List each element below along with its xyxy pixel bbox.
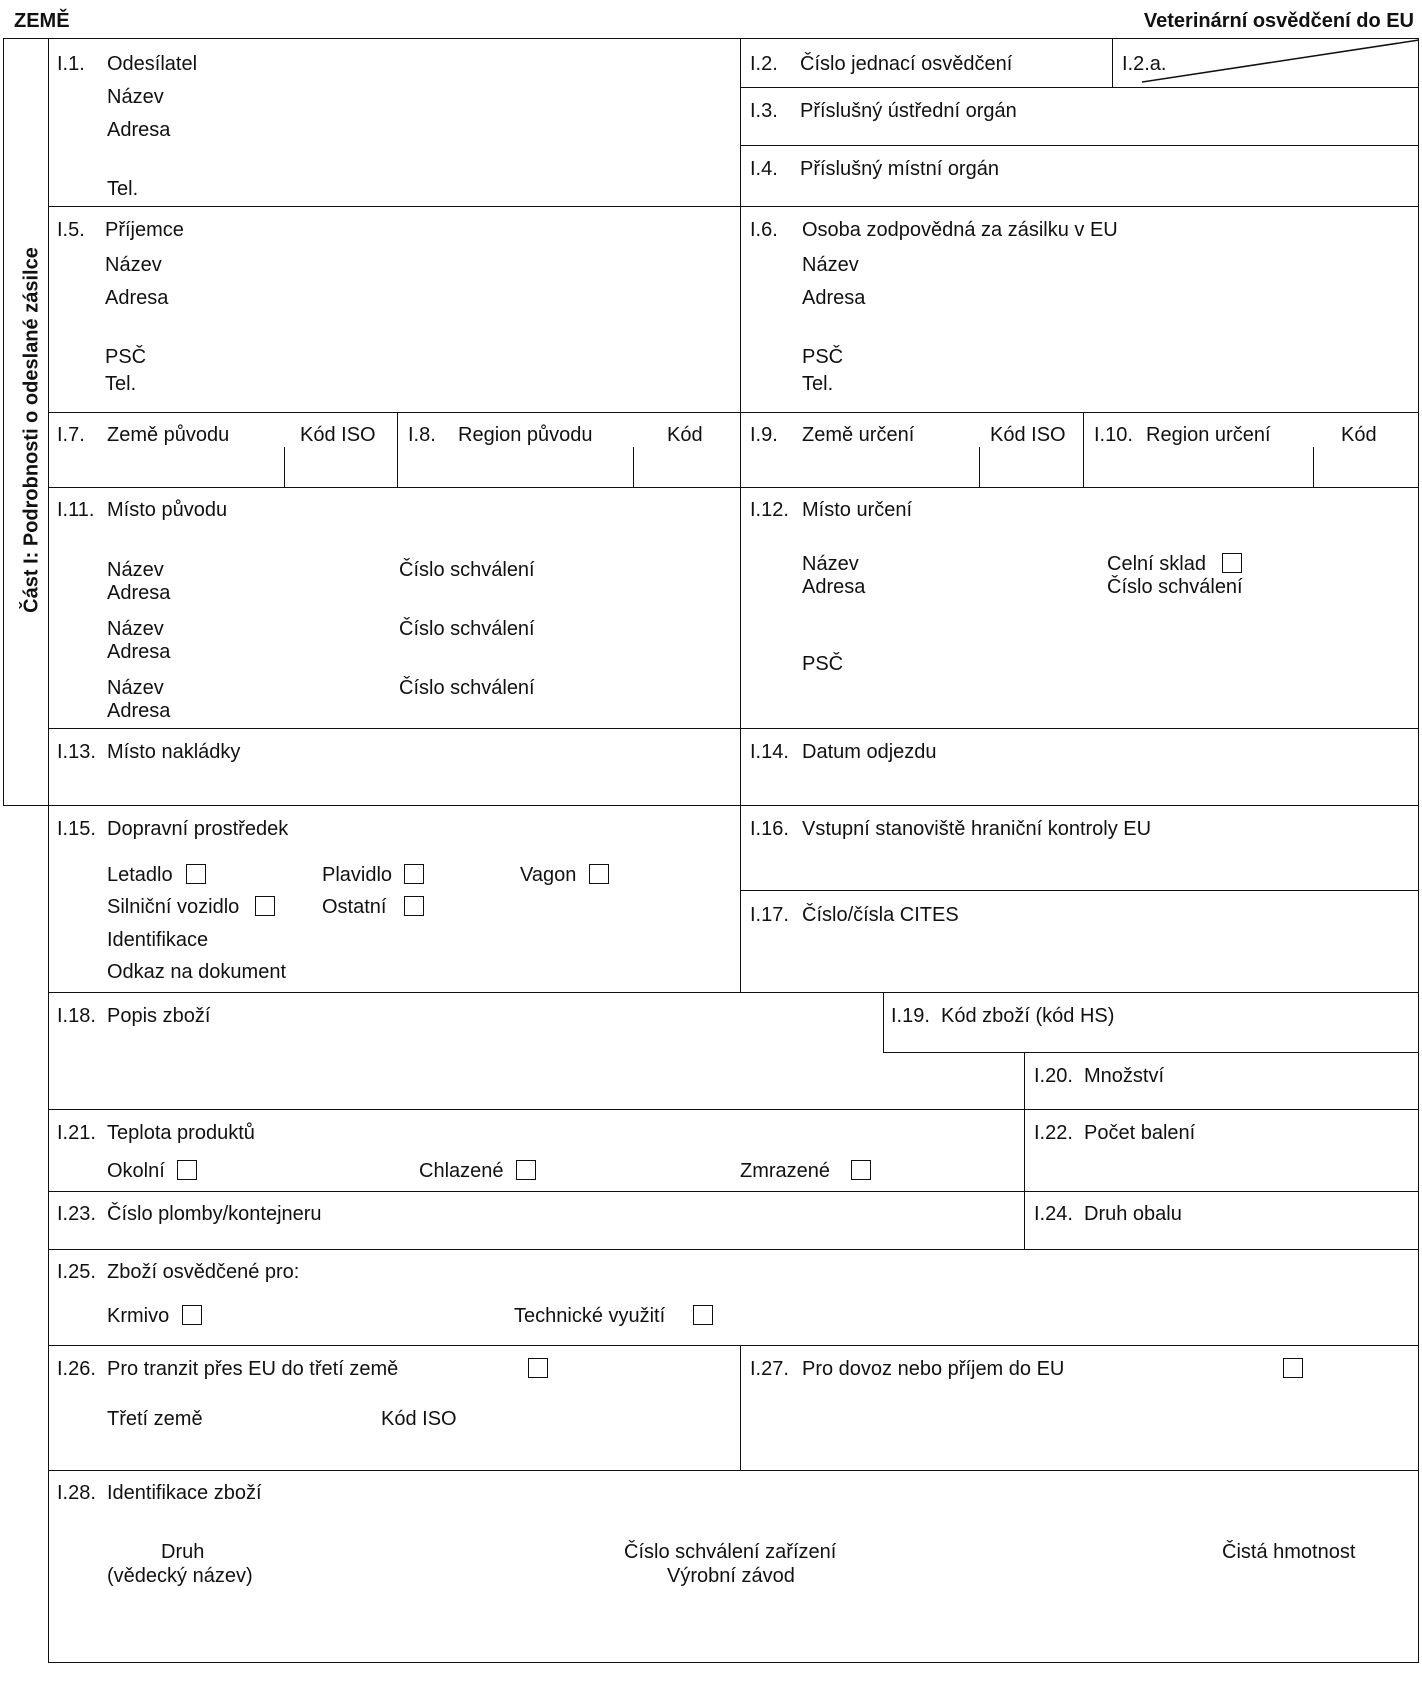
- field-number: I.20.: [1034, 1065, 1073, 1087]
- tel-label: Tel.: [105, 373, 137, 395]
- rule: [48, 206, 1419, 207]
- name-label: Název: [105, 254, 162, 276]
- ship-checkbox[interactable]: [404, 864, 424, 884]
- address-label: Adresa: [105, 287, 169, 309]
- rule: [1083, 412, 1084, 487]
- field-number: I.2.: [750, 53, 778, 75]
- airplane-label: Letadlo: [107, 864, 173, 886]
- ambient-checkbox[interactable]: [177, 1160, 197, 1180]
- approval-number-label: Číslo schválení: [399, 559, 535, 581]
- manufacturing-plant-label: Výrobní závod: [667, 1565, 795, 1587]
- rule: [48, 728, 1419, 729]
- rule: [48, 1109, 1419, 1110]
- rule: [48, 1191, 1419, 1192]
- quantity-label: Množství: [1084, 1065, 1165, 1087]
- local-authority-label: Příslušný místní orgán: [800, 158, 999, 180]
- package-type-label: Druh obalu: [1084, 1203, 1182, 1225]
- rule: [633, 447, 634, 487]
- airplane-checkbox[interactable]: [186, 864, 206, 884]
- country-of-origin-label: Země původu: [107, 424, 230, 446]
- approval-number-label: Číslo schválení: [1107, 576, 1243, 598]
- approval-number-label: Číslo schválení: [399, 677, 535, 699]
- departure-date-label: Datum odjezdu: [802, 741, 937, 763]
- means-of-transport-label: Dopravní prostředek: [107, 818, 289, 840]
- name-label: Název: [107, 618, 164, 640]
- identification-of-goods-label: Identifikace zboží: [107, 1482, 262, 1504]
- commodity-description-label: Popis zboží: [107, 1005, 211, 1027]
- postcode-label: PSČ: [105, 346, 147, 368]
- field-number: I.11.: [57, 499, 95, 521]
- ambient-label: Okolní: [107, 1160, 165, 1182]
- certified-for-label: Zboží osvědčené pro:: [107, 1261, 300, 1283]
- road-vehicle-label: Silniční vozidlo: [107, 896, 240, 918]
- field-number: I.10.: [1094, 424, 1133, 446]
- frozen-label: Zmrazené: [740, 1160, 831, 1182]
- rule: [48, 487, 1419, 488]
- certificate-title: Veterinární osvědčení do EU: [1143, 10, 1414, 32]
- seal-container-label: Číslo plomby/kontejneru: [107, 1203, 322, 1225]
- field-number: I.17.: [750, 904, 789, 926]
- place-of-destination-label: Místo určení: [802, 499, 913, 521]
- rule: [3, 38, 4, 805]
- rule: [48, 1470, 1419, 1471]
- field-number: I.13.: [57, 741, 96, 763]
- frozen-checkbox[interactable]: [851, 1160, 871, 1180]
- region-of-destination-label: Region určení: [1146, 424, 1271, 446]
- place-of-origin-label: Místo původu: [107, 499, 228, 521]
- code-label: Kód: [667, 424, 703, 446]
- rule: [3, 805, 1419, 806]
- field-number: I.14.: [750, 741, 789, 763]
- feed-label: Krmivo: [107, 1305, 170, 1327]
- rule: [1024, 1052, 1025, 1249]
- consignee-label: Příjemce: [105, 219, 184, 241]
- cites-numbers-label: Číslo/čísla CITES: [802, 904, 959, 926]
- transit-label: Pro tranzit přes EU do třetí země: [107, 1358, 399, 1380]
- rule: [48, 992, 1419, 993]
- field-number: I.19.: [891, 1005, 930, 1027]
- responsible-person-label: Osoba zodpovědná za zásilku v EU: [802, 219, 1118, 241]
- rule: [48, 1249, 1419, 1250]
- field-number: I.5.: [57, 219, 85, 241]
- field-number: I.21.: [57, 1122, 96, 1144]
- customs-warehouse-label: Celní sklad: [1107, 553, 1206, 575]
- other-transport-label: Ostatní: [322, 896, 387, 918]
- net-weight-label: Čistá hmotnost: [1222, 1541, 1356, 1563]
- country-of-destination-label: Země určení: [802, 424, 915, 446]
- iso-code-label: Kód ISO: [381, 1408, 457, 1430]
- chilled-checkbox[interactable]: [516, 1160, 536, 1180]
- consignor-label: Odesílatel: [107, 53, 198, 75]
- certificate-reference-label: Číslo jednací osvědčení: [800, 53, 1013, 75]
- field-number: I.6.: [750, 219, 778, 241]
- field-number: I.8.: [408, 424, 436, 446]
- chilled-label: Chlazené: [419, 1160, 504, 1182]
- technical-use-checkbox[interactable]: [693, 1305, 713, 1325]
- field-number: I.12.: [750, 499, 789, 521]
- field-number: I.9.: [750, 424, 778, 446]
- address-label: Adresa: [802, 576, 866, 598]
- wagon-label: Vagon: [520, 864, 577, 886]
- rule: [740, 1345, 741, 1470]
- field-number: I.2.a.: [1122, 53, 1167, 75]
- name-label: Název: [107, 677, 164, 699]
- field-number: I.1.: [57, 53, 85, 75]
- ship-label: Plavidlo: [322, 864, 393, 886]
- scientific-name-label: (vědecký název): [107, 1565, 253, 1587]
- rule: [48, 412, 1419, 413]
- country-header: ZEMĚ: [14, 10, 70, 32]
- address-label: Adresa: [107, 641, 171, 663]
- field-number: I.16.: [750, 818, 789, 840]
- plant-approval-label: Číslo schválení zařízení: [624, 1541, 837, 1563]
- field-number: I.4.: [750, 158, 778, 180]
- address-label: Adresa: [802, 287, 866, 309]
- rule: [48, 38, 49, 1662]
- import-label: Pro dovoz nebo příjem do EU: [802, 1358, 1065, 1380]
- tel-label: Tel.: [802, 373, 834, 395]
- rule: [740, 38, 741, 993]
- document-reference-label: Odkaz na dokument: [107, 961, 286, 983]
- border-control-post-label: Vstupní stanoviště hraniční kontroly EU: [802, 818, 1152, 840]
- name-label: Název: [802, 254, 859, 276]
- iso-code-label: Kód ISO: [990, 424, 1066, 446]
- name-label: Název: [107, 559, 164, 581]
- rule: [48, 1345, 1419, 1346]
- road-vehicle-checkbox[interactable]: [255, 896, 275, 916]
- rule: [284, 447, 285, 487]
- iso-code-label: Kód ISO: [300, 424, 376, 446]
- field-number: I.7.: [57, 424, 85, 446]
- rule: [397, 412, 398, 487]
- technical-use-label: Technické využití: [514, 1305, 666, 1327]
- tel-label: Tel.: [107, 178, 139, 200]
- other-transport-checkbox[interactable]: [404, 896, 424, 916]
- field-number: I.28.: [57, 1482, 96, 1504]
- rule: [883, 992, 884, 1052]
- region-of-origin-label: Region původu: [458, 424, 593, 446]
- number-of-packages-label: Počet balení: [1084, 1122, 1196, 1144]
- field-number: I.3.: [750, 100, 778, 122]
- field-number: I.24.: [1034, 1203, 1073, 1225]
- field-number: I.18.: [57, 1005, 96, 1027]
- field-number: I.25.: [57, 1261, 96, 1283]
- field-number: I.23.: [57, 1203, 96, 1225]
- commodity-code-label: Kód zboží (kód HS): [941, 1005, 1115, 1027]
- address-label: Adresa: [107, 119, 171, 141]
- import-checkbox[interactable]: [1283, 1358, 1303, 1378]
- transit-checkbox[interactable]: [528, 1358, 548, 1378]
- rule: [740, 145, 1419, 146]
- rule: [979, 447, 980, 487]
- name-label: Název: [802, 553, 859, 575]
- feed-checkbox[interactable]: [182, 1305, 202, 1325]
- rule: [740, 890, 1419, 891]
- field-number: I.27.: [750, 1358, 789, 1380]
- central-authority-label: Příslušný ústřední orgán: [800, 100, 1017, 122]
- name-label: Název: [107, 86, 164, 108]
- temperature-label: Teplota produktů: [107, 1122, 255, 1144]
- address-label: Adresa: [107, 582, 171, 604]
- postcode-label: PSČ: [802, 653, 844, 675]
- postcode-label: PSČ: [802, 346, 844, 368]
- wagon-checkbox[interactable]: [589, 864, 609, 884]
- field-number: I.15.: [57, 818, 96, 840]
- rule: [48, 1662, 1419, 1663]
- approval-number-label: Číslo schválení: [399, 618, 535, 640]
- customs-warehouse-checkbox[interactable]: [1222, 553, 1242, 573]
- address-label: Adresa: [107, 700, 171, 722]
- rule: [1313, 447, 1314, 487]
- part-label: Část I: Podrobnosti o odeslané zásilce: [20, 247, 43, 613]
- field-number: I.26.: [57, 1358, 96, 1380]
- rule: [883, 1052, 1419, 1053]
- place-of-loading-label: Místo nakládky: [107, 741, 241, 763]
- field-number: I.22.: [1034, 1122, 1073, 1144]
- code-label: Kód: [1341, 424, 1377, 446]
- rule: [1418, 38, 1419, 1662]
- identification-label: Identifikace: [107, 929, 209, 951]
- species-label: Druh: [161, 1541, 205, 1563]
- third-country-label: Třetí země: [107, 1408, 203, 1430]
